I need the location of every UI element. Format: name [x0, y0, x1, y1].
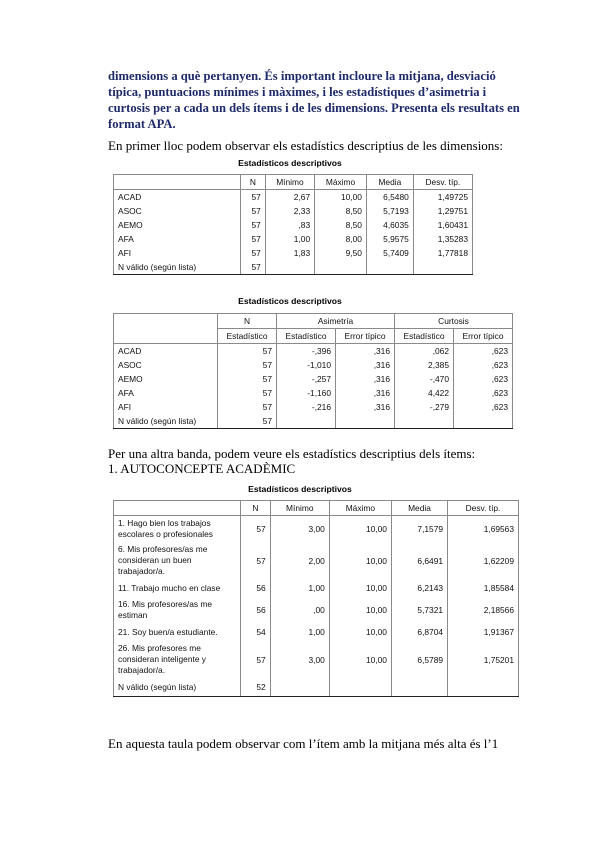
- table-row: [114, 218, 473, 232]
- table-cell: ,83: [265, 218, 314, 232]
- column-group-header: Curtosis: [395, 314, 513, 329]
- table-cell: 57: [241, 641, 271, 678]
- table-cell: 57: [218, 344, 277, 359]
- table-cell: ,623: [454, 358, 513, 372]
- table-row: [114, 641, 519, 678]
- closing-paragraph: En aquesta taula podem observar com l’ítem amb la mitjana més alta és l’1: [108, 736, 499, 751]
- table-cell: -,396: [277, 344, 336, 359]
- row-label: ACAD: [114, 190, 241, 205]
- table-cell: 57: [218, 386, 277, 400]
- row-label: AFI: [114, 246, 241, 260]
- table-row: [114, 372, 513, 386]
- table-cell: 57: [241, 190, 266, 205]
- table-cell: 10,00: [329, 597, 391, 623]
- table-cell: 7,1579: [391, 516, 447, 543]
- table-row: [114, 232, 473, 246]
- row-label: AEMO: [114, 218, 241, 232]
- table-cell: 1,00: [270, 623, 329, 641]
- column-header: Media: [391, 501, 447, 516]
- table-cell: ,316: [336, 358, 395, 372]
- table-cell: 57: [241, 516, 271, 543]
- table-cell: 1,69563: [448, 516, 519, 543]
- table-cell: 57: [218, 372, 277, 386]
- table-cell: [336, 414, 395, 429]
- column-subheader: Error típico: [336, 329, 395, 344]
- table-cell: 2,67: [265, 190, 314, 205]
- table-cell: 52: [241, 678, 271, 697]
- table-cell: -,257: [277, 372, 336, 386]
- table-cell: 54: [241, 623, 271, 641]
- table-cell: ,316: [336, 400, 395, 414]
- column-header: N: [241, 501, 271, 516]
- table-cell: 10,00: [329, 542, 391, 579]
- row-label: ACAD: [114, 344, 218, 359]
- table-cell: 5,7193: [366, 204, 413, 218]
- row-label: N válido (según lista): [114, 678, 241, 697]
- table2-caption: Estadísticos descriptivos: [238, 296, 342, 306]
- column-header: Máximo: [329, 501, 391, 516]
- column-header: Desv. típ.: [413, 175, 472, 190]
- header-corner: [114, 501, 241, 516]
- column-header: Desv. típ.: [448, 501, 519, 516]
- row-label: ASOC: [114, 358, 218, 372]
- table-cell: 5,7321: [391, 597, 447, 623]
- table-cell: 57: [218, 400, 277, 414]
- table-row: [114, 516, 519, 543]
- table-header-row: [114, 501, 519, 516]
- table1-caption: Estadísticos descriptivos: [238, 158, 342, 168]
- table-cell: 1,91367: [448, 623, 519, 641]
- table-cell: 8,50: [315, 218, 367, 232]
- table-header-row: [114, 175, 473, 190]
- table3-caption: Estadísticos descriptivos: [248, 484, 352, 494]
- table-cell: 8,00: [315, 232, 367, 246]
- table-cell: -1,010: [277, 358, 336, 372]
- table-cell: ,062: [395, 344, 454, 359]
- table-cell: ,623: [454, 386, 513, 400]
- row-label: AFA: [114, 232, 241, 246]
- table-cell: ,316: [336, 344, 395, 359]
- table-cell: ,316: [336, 372, 395, 386]
- table-cell: ,623: [454, 372, 513, 386]
- table-row: [114, 260, 473, 275]
- table-cell: 1,75201: [448, 641, 519, 678]
- row-label: 6. Mis profesores/as me consideran un buen trabajador/a.: [114, 542, 241, 579]
- column-header: Mínimo: [265, 175, 314, 190]
- table-cell: 9,50: [315, 246, 367, 260]
- table-cell: [413, 260, 472, 275]
- table-cell: 1,00: [270, 579, 329, 597]
- table-cell: 10,00: [329, 623, 391, 641]
- items-paragraph: Per una altra banda, podem veure els estadístics descriptius dels ítems:: [108, 446, 476, 461]
- table-cell: [395, 414, 454, 429]
- column-header: N: [241, 175, 266, 190]
- table-cell: 6,5480: [366, 190, 413, 205]
- table-row: [114, 344, 513, 359]
- column-header: Media: [366, 175, 413, 190]
- table-row: [114, 414, 513, 429]
- table-cell: 10,00: [315, 190, 367, 205]
- table-cell: [277, 414, 336, 429]
- table-cell: ,623: [454, 344, 513, 359]
- table-cell: ,316: [336, 386, 395, 400]
- column-subheader: Estadístico: [218, 329, 277, 344]
- table-cell: 6,2143: [391, 579, 447, 597]
- table-row: [114, 204, 473, 218]
- header-corner: [114, 314, 218, 344]
- table-cell: ,00: [270, 597, 329, 623]
- row-label: 11. Trabajo mucho en clase: [114, 579, 241, 597]
- table-cell: 57: [241, 204, 266, 218]
- assignment-heading: dimensions a què pertanyen. És important incloure la mitjana, desviació típica, puntuacions mínimes i màximes, i les estadístiques d’asimetria i curtosis per a cada un dels ítems i de les dimensions. Presenta els resultats en format APA.: [108, 69, 520, 131]
- dimensions-skew-kurtosis-table: [113, 313, 513, 429]
- table-cell: [315, 260, 367, 275]
- table-cell: 6,8704: [391, 623, 447, 641]
- table-cell: 56: [241, 579, 271, 597]
- table-cell: [270, 678, 329, 697]
- table-cell: 1,62209: [448, 542, 519, 579]
- table-cell: ,623: [454, 400, 513, 414]
- table-cell: 1,35283: [413, 232, 472, 246]
- table-cell: 8,50: [315, 204, 367, 218]
- table-cell: 57: [241, 542, 271, 579]
- table-cell: [448, 678, 519, 697]
- table-cell: 10,00: [329, 641, 391, 678]
- table-cell: 2,33: [265, 204, 314, 218]
- row-label: AFA: [114, 386, 218, 400]
- table-cell: 1,83: [265, 246, 314, 260]
- table-cell: 4,422: [395, 386, 454, 400]
- items-descriptives-table: [113, 500, 519, 697]
- table-cell: 1,49725: [413, 190, 472, 205]
- table-cell: 6,6491: [391, 542, 447, 579]
- row-label: 1. Hago bien los trabajos escolares o profesionales: [114, 516, 241, 543]
- table-cell: 10,00: [329, 579, 391, 597]
- row-label: ASOC: [114, 204, 241, 218]
- column-subheader: Estadístico: [395, 329, 454, 344]
- header-corner: [114, 175, 241, 190]
- table-cell: 10,00: [329, 516, 391, 543]
- column-subheader: Error típico: [454, 329, 513, 344]
- table-cell: 3,00: [270, 516, 329, 543]
- column-group-header: N: [218, 314, 277, 329]
- row-label: N válido (según lista): [114, 414, 218, 429]
- table-cell: 3,00: [270, 641, 329, 678]
- table-row: [114, 597, 519, 623]
- row-label: AFI: [114, 400, 218, 414]
- column-group-header: Asimetría: [277, 314, 395, 329]
- table-cell: [391, 678, 447, 697]
- table-row: [114, 542, 519, 579]
- table-cell: 57: [241, 232, 266, 246]
- table-cell: 57: [241, 260, 266, 275]
- table-row: [114, 678, 519, 697]
- table-cell: 2,18566: [448, 597, 519, 623]
- column-header: Mínimo: [270, 501, 329, 516]
- table-cell: 57: [241, 218, 266, 232]
- table-row: [114, 246, 473, 260]
- table-cell: 5,9575: [366, 232, 413, 246]
- table-cell: 57: [241, 246, 266, 260]
- table-cell: 6,5789: [391, 641, 447, 678]
- table-cell: [454, 414, 513, 429]
- table-cell: -,279: [395, 400, 454, 414]
- row-label: AEMO: [114, 372, 218, 386]
- table-cell: -,470: [395, 372, 454, 386]
- table-cell: 1,00: [265, 232, 314, 246]
- table-cell: 2,385: [395, 358, 454, 372]
- table-cell: 1,77818: [413, 246, 472, 260]
- column-subheader: Estadístico: [277, 329, 336, 344]
- table-cell: 57: [218, 414, 277, 429]
- table-cell: 2,00: [270, 542, 329, 579]
- table-cell: [366, 260, 413, 275]
- table-row: [114, 190, 473, 205]
- table-cell: 1,85584: [448, 579, 519, 597]
- table-cell: -1,160: [277, 386, 336, 400]
- table-row: [114, 400, 513, 414]
- row-label: 16. Mis profesores/as me estiman: [114, 597, 241, 623]
- table-cell: [329, 678, 391, 697]
- intro-paragraph: En primer lloc podem observar els estadístics descriptius de les dimensions:: [108, 138, 503, 153]
- table-cell: -,216: [277, 400, 336, 414]
- table-cell: 4,6035: [366, 218, 413, 232]
- column-header: Máximo: [315, 175, 367, 190]
- row-label: N válido (según lista): [114, 260, 241, 275]
- table-cell: 1,60431: [413, 218, 472, 232]
- table-row: [114, 579, 519, 597]
- table-row: [114, 386, 513, 400]
- row-label: 26. Mis profesores me consideran inteligente y trabajador/a.: [114, 641, 241, 678]
- table-cell: 1,29751: [413, 204, 472, 218]
- table-cell: 5,7409: [366, 246, 413, 260]
- table-group-header-row: [114, 314, 513, 329]
- dimensions-descriptives-table: [113, 174, 473, 275]
- table-row: [114, 358, 513, 372]
- table-row: [114, 623, 519, 641]
- section-title: 1. AUTOCONCEPTE ACADÈMIC: [108, 461, 296, 476]
- table-cell: 57: [218, 358, 277, 372]
- row-label: 21. Soy buen/a estudiante.: [114, 623, 241, 641]
- table-cell: [265, 260, 314, 275]
- table-cell: 56: [241, 597, 271, 623]
